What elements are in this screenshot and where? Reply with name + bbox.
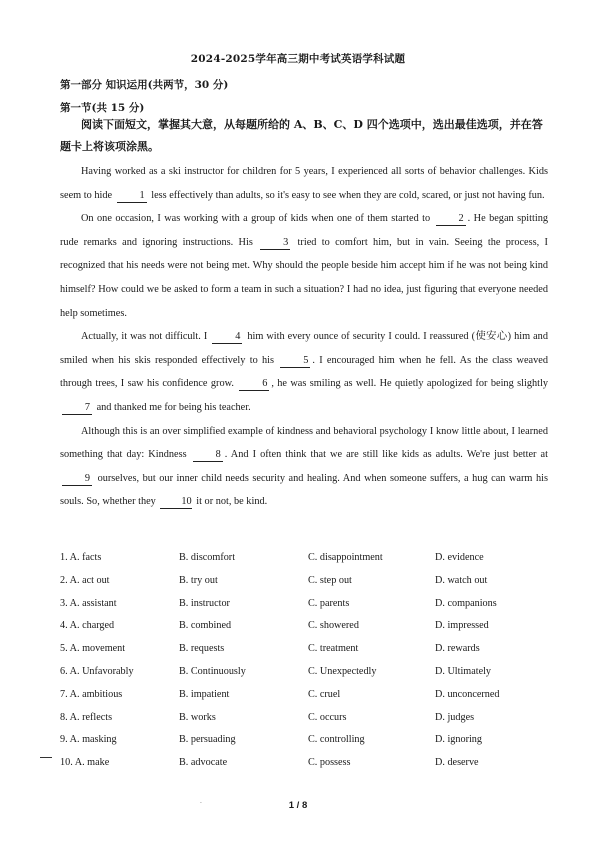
text: . And I often think that we are still like kids as adults. We're just better at xyxy=(224,449,548,461)
blank-2: 2 xyxy=(436,212,466,226)
option-a: 4. A. charged xyxy=(60,620,115,632)
margin-mark xyxy=(40,757,52,758)
option-d: D. evidence xyxy=(435,552,484,563)
option-c: C. showered xyxy=(308,620,359,632)
option-a: 3. A. assistant xyxy=(60,597,117,609)
option-b: B. requests xyxy=(179,643,225,655)
option-d: D. unconcerned xyxy=(435,688,500,700)
options-list xyxy=(60,552,550,780)
option-b: B. impatient xyxy=(179,688,230,700)
option-b: B. persuading xyxy=(179,734,236,746)
paragraph-2 xyxy=(60,207,548,325)
blank-5: 5 xyxy=(280,354,310,368)
option-c: C. Unexpectedly xyxy=(308,665,377,677)
option-a: 2. A. act out xyxy=(60,574,110,586)
option-c: C. disappointment xyxy=(308,552,383,563)
part-heading: 第一部分 知识运用(共两节，30 分) xyxy=(60,79,229,91)
text: . He began spitting rude remarks and ignoring instructions. His xyxy=(60,213,548,248)
option-a: 5. A. movement xyxy=(60,643,126,655)
text: him with every ounce of security I could. I reassured (使安心) him and smiled when his skis responded effectively to his xyxy=(60,331,548,366)
option-d: D. deserve xyxy=(435,757,479,769)
text: less effectively than adults, so it's easy to see when they are cold, scared, or just not having fun. xyxy=(151,189,545,201)
text: Although this is an over simplified example of kindness and behavioral psychology I know little about, I learned something that day: Kindness xyxy=(60,425,548,461)
option-row xyxy=(60,620,550,643)
paragraph-4 xyxy=(60,420,548,514)
option-d: D. companions xyxy=(435,597,497,609)
option-b: B. combined xyxy=(179,620,232,632)
option-c: C. treatment xyxy=(308,643,359,655)
blank-4: 4 xyxy=(212,330,242,344)
scan-dot: · xyxy=(200,800,202,807)
text: and thanked me for being his teacher. xyxy=(96,401,251,413)
blank-7: 7 xyxy=(62,401,92,415)
passage xyxy=(60,160,548,514)
blank-10: 10 xyxy=(160,495,191,509)
blank-3: 3 xyxy=(260,236,290,250)
instructions: 阅读下面短文，掌握其大意，从每题所给的 A、B、C、D 四个选项中，选出最佳选项，并在答题卡上将该项涂黑。 xyxy=(60,118,543,153)
text: Having worked as a ski instructor for children for 5 years, I experienced all sorts of behavior challenges. Kids seem to hide xyxy=(60,166,548,201)
option-row xyxy=(60,552,550,575)
option-d: D. judges xyxy=(435,711,475,723)
option-row xyxy=(60,689,550,712)
option-row xyxy=(60,575,550,598)
text: ourselves, but our inner child needs security and healing. And when someone suffers, a hug can warm his souls. So, whether they xyxy=(60,472,549,508)
text: . I encouraged him when he fell. As the class weaved through trees, I saw his confidence grow. xyxy=(60,354,548,390)
option-a: 9. A. masking xyxy=(60,734,117,746)
option-d: D. impressed xyxy=(435,620,489,632)
option-a: 10. A. make xyxy=(60,757,110,769)
option-row xyxy=(60,757,550,780)
text: it or not, be kind. xyxy=(196,496,268,508)
option-c: C. controlling xyxy=(308,734,365,746)
blank-9: 9 xyxy=(62,472,92,486)
option-a: 8. A. reflects xyxy=(60,711,113,723)
text: , he was smiling as well. He quietly apologized for being slightly xyxy=(271,378,548,390)
text: On one occasion, I was working with a group of kids when one of them started to xyxy=(81,213,431,225)
option-c: C. step out xyxy=(308,574,352,586)
option-row xyxy=(60,598,550,621)
option-b: B. Continuously xyxy=(179,665,246,677)
option-d: D. rewards xyxy=(435,643,480,655)
option-a: 6. A. Unfavorably xyxy=(60,665,134,677)
blank-1: 1 xyxy=(117,189,147,203)
option-b: B. advocate xyxy=(179,757,228,769)
option-row xyxy=(60,734,550,757)
option-d: D. ignoring xyxy=(435,734,482,746)
option-c: C. parents xyxy=(308,597,350,609)
option-d: D. Ultimately xyxy=(435,665,492,677)
option-b: B. instructor xyxy=(179,597,230,609)
option-b: B. works xyxy=(179,711,216,723)
section-heading: 第一节(共 15 分) xyxy=(60,102,145,114)
option-d: D. watch out xyxy=(435,574,488,586)
option-row xyxy=(60,666,550,689)
option-b: B. discomfort xyxy=(179,552,236,563)
option-c: C. occurs xyxy=(308,711,347,723)
option-c: C. possess xyxy=(308,757,351,769)
option-a: 7. A. ambitious xyxy=(60,688,123,700)
page-number: 1 / 8 xyxy=(288,800,308,811)
exam-title: 2024-2025学年高三期中考试英语学科试题 xyxy=(190,53,406,65)
text: tried to comfort him, but in vain. Seeing the process, I recognized that his needs were not being met. Why should the people beside him accept him if he was not being kind himself? How could we be asked to form a team in such a situation? I had no idea, just figuring that everyone needed help sometimes. xyxy=(60,236,548,319)
paragraph-1 xyxy=(60,160,548,207)
option-b: B. try out xyxy=(179,574,218,586)
option-a: 1. A. facts xyxy=(60,552,102,563)
option-c: C. cruel xyxy=(308,688,341,700)
option-row xyxy=(60,643,550,666)
text: Actually, it was not difficult. I xyxy=(81,331,208,343)
blank-6: 6 xyxy=(239,377,269,391)
blank-8: 8 xyxy=(193,448,223,462)
paragraph-3 xyxy=(60,325,548,419)
option-row xyxy=(60,712,550,735)
